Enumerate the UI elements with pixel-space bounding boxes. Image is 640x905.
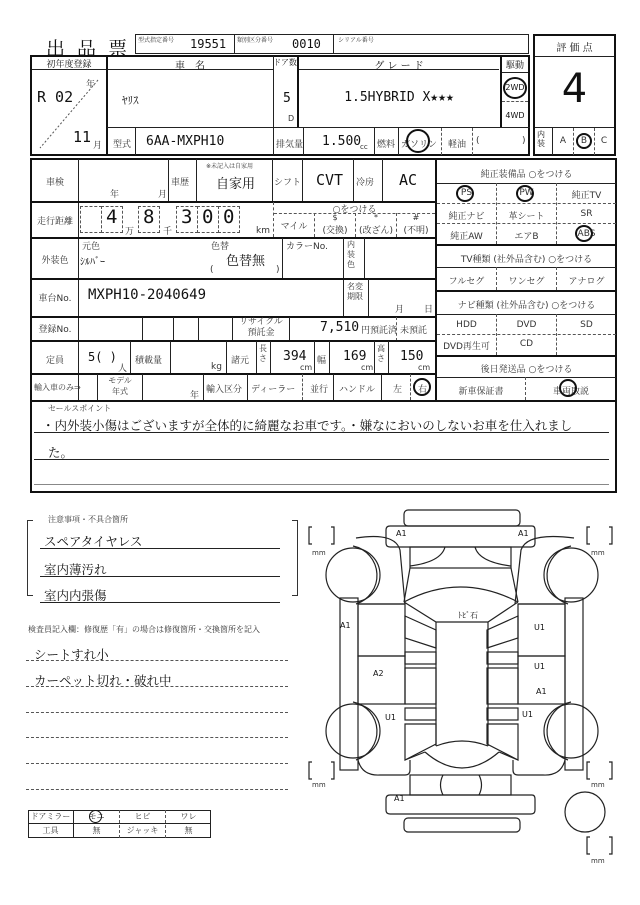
displacement-value: 1.500 bbox=[322, 134, 362, 149]
acc-break-label: ワレ bbox=[180, 812, 197, 821]
mark-right-rear-door-lower: A1 bbox=[536, 687, 547, 696]
acc-tools-label: 工具 bbox=[42, 826, 59, 835]
genuine-navi[interactable]: 純正ナビ bbox=[448, 212, 485, 222]
chassis-value: MXPH10-2040649 bbox=[88, 287, 207, 303]
import-type-dealer[interactable]: ディーラー bbox=[251, 385, 296, 395]
fuel-other-close: ) bbox=[522, 136, 526, 146]
mark-left-rear-door: A2 bbox=[373, 669, 384, 678]
mileage-note: ○をつける bbox=[332, 205, 377, 215]
note-item-1: スペアタイヤレス bbox=[44, 534, 143, 549]
mark-left-rear-fender: U1 bbox=[385, 713, 396, 722]
model-value: 6AA-MXPH10 bbox=[146, 134, 225, 149]
height-value: 150 bbox=[400, 349, 424, 364]
model-year-unit: 年 bbox=[190, 391, 200, 401]
tv-analog[interactable]: アナログ bbox=[568, 277, 605, 287]
later-warranty[interactable]: 新車保証書 bbox=[458, 387, 504, 397]
car-name-value: ﾔﾘｽ bbox=[122, 94, 139, 107]
dims-label: 諸元 bbox=[231, 356, 250, 366]
shift-value: CVT bbox=[316, 171, 344, 189]
mileage-unit-km: km bbox=[256, 226, 270, 236]
name-change-month: 月 bbox=[395, 305, 405, 315]
handle-selected-circle bbox=[413, 378, 431, 396]
year-unit: 年 bbox=[86, 80, 96, 90]
interior-color-label: 内 装 色 bbox=[347, 240, 355, 269]
mileage-digit-box-1 bbox=[80, 206, 102, 233]
load-unit: kg bbox=[211, 362, 222, 372]
navi-title: ナビ種類 (社外品含む) ○をつける bbox=[457, 301, 596, 311]
later-title: 後日発送品 ○をつける bbox=[480, 365, 573, 375]
import-type-parallel[interactable]: 並行 bbox=[310, 385, 329, 395]
import-type-label: 輸入区分 bbox=[206, 385, 243, 395]
repaint-label: 色替 bbox=[211, 242, 230, 252]
mileage-digit-1000: 8 bbox=[143, 206, 155, 228]
height-unit: cm bbox=[418, 363, 431, 372]
category-label: 類別区分番号 bbox=[237, 37, 274, 44]
mileage-flag-unknown-sym: # bbox=[412, 213, 420, 222]
mark-right-rear-door-upper: U1 bbox=[534, 662, 545, 671]
mileage-unit-sen: 千 bbox=[163, 227, 173, 237]
navi-dvd-playback[interactable]: DVD再生可 bbox=[443, 342, 490, 352]
mileage-flag-tamper[interactable]: (改ざん) bbox=[358, 226, 394, 236]
fuel-other-open: ( bbox=[476, 136, 480, 146]
score-label: 評 価 点 bbox=[556, 43, 593, 54]
length-label: 長 さ bbox=[259, 344, 267, 363]
shift-label: シフト bbox=[274, 178, 302, 188]
inspection-month-unit: 月 bbox=[158, 190, 168, 200]
inspector-item-1: シートすれ小 bbox=[34, 647, 109, 662]
inspector-label: 検査員記入欄：修復歴「有」の場合は修復箇所・交換箇所を記入 bbox=[28, 625, 260, 634]
mileage-flag-exchange-sym: $ bbox=[332, 213, 338, 222]
displacement-unit: cc bbox=[360, 143, 368, 151]
mark-front-bumper-right: A1 bbox=[518, 529, 529, 538]
genuine-pw-circle bbox=[516, 185, 534, 202]
genuine-ps-circle bbox=[456, 185, 474, 202]
fuel-selected-circle bbox=[406, 129, 430, 153]
doors-label: ドア数 bbox=[273, 58, 297, 67]
navi-hdd[interactable]: HDD bbox=[456, 320, 477, 330]
mark-right-rear-fender: U1 bbox=[522, 710, 533, 719]
genuine-pw[interactable]: PW bbox=[519, 188, 534, 198]
drive-option-4wd[interactable]: 4WD bbox=[505, 111, 525, 120]
mileage-flag-exchange[interactable]: (交換) bbox=[322, 226, 348, 236]
mark-right-front-fender: U1 bbox=[534, 623, 545, 632]
history-label: 車歴 bbox=[171, 178, 190, 188]
later-manual[interactable]: 車両取説 bbox=[552, 387, 589, 397]
tire-fr-unit: mm bbox=[591, 549, 605, 557]
capacity-label: 定員 bbox=[45, 356, 64, 366]
drive-option-2wd[interactable]: 2WD bbox=[505, 83, 525, 92]
navi-sd[interactable]: SD bbox=[580, 320, 593, 330]
mileage-digit-1: 0 bbox=[223, 206, 235, 228]
reg-label: 登録No. bbox=[38, 325, 72, 335]
type-designation-value: 19551 bbox=[190, 37, 227, 51]
type-designation-label: 型式指定番号 bbox=[138, 37, 175, 44]
repaint-value: 色替無 bbox=[226, 254, 266, 269]
repaint-paren-close: ) bbox=[276, 265, 280, 275]
recycle-label: リサイクル 預託金 bbox=[239, 317, 283, 338]
model-year-label: モデル 年式 bbox=[108, 376, 132, 396]
recycle-amount: 7,510 bbox=[320, 320, 360, 335]
grade-label: グ レ ー ド bbox=[374, 61, 424, 72]
note-item-3: 室内内張傷 bbox=[44, 588, 107, 603]
acc-tools-value: 無 bbox=[92, 826, 101, 835]
tire-rr-unit: mm bbox=[591, 781, 605, 789]
genuine-ps[interactable]: PS bbox=[460, 188, 473, 198]
load-label: 積載量 bbox=[135, 356, 163, 366]
width-unit: cm bbox=[361, 363, 374, 372]
name-change-day: 日 bbox=[424, 305, 434, 315]
serial-label: シリアル番号 bbox=[338, 37, 374, 44]
acc-jack-label: ジャッキ bbox=[126, 826, 159, 835]
navi-dvd[interactable]: DVD bbox=[516, 320, 537, 330]
history-value: 自家用 bbox=[216, 177, 256, 192]
chassis-label: 車台No. bbox=[38, 294, 72, 304]
sales-point-line2: た。 bbox=[48, 445, 74, 460]
recycle-status[interactable]: 円預託済 bbox=[361, 326, 398, 336]
doors-unit: D bbox=[288, 114, 295, 123]
acc-jack-value: 無 bbox=[184, 826, 193, 835]
interior-option-a[interactable]: A bbox=[559, 136, 567, 146]
interior-option-c[interactable]: C bbox=[600, 136, 608, 146]
mileage-digit-100: 3 bbox=[181, 206, 193, 228]
model-label: 型式 bbox=[113, 140, 132, 150]
car-damage-diagram bbox=[300, 505, 630, 905]
handle-right[interactable]: 右 bbox=[418, 385, 428, 395]
genuine-tv[interactable]: 純正TV bbox=[571, 191, 602, 201]
sales-point-line1: ・内外装小傷はございますが全体的に綺麗なお車です。・嫌なにおいのしないお車を仕入れまし bbox=[42, 418, 573, 433]
tv-title: TV種類 (社外品含む) ○をつける bbox=[460, 255, 593, 265]
repaint-paren-open: ( bbox=[210, 265, 214, 275]
sheet-title: 出 品 票 bbox=[46, 38, 131, 60]
recycle-unpaid[interactable]: 未預託 bbox=[400, 326, 428, 336]
handle-left[interactable]: 左 bbox=[393, 385, 403, 395]
name-change-label: 名変 期限 bbox=[347, 282, 363, 301]
tire-spare-unit: mm bbox=[591, 857, 605, 865]
month-unit: 月 bbox=[93, 141, 103, 151]
interior-selected-circle bbox=[576, 133, 592, 149]
color-no-label: カラーNo. bbox=[286, 242, 328, 252]
genuine-airbag[interactable]: エアB bbox=[514, 232, 539, 242]
displacement-label: 排気量 bbox=[276, 140, 304, 150]
fuel-option-gasoline[interactable]: ガソリン bbox=[401, 140, 438, 150]
category-value: 0010 bbox=[292, 37, 321, 51]
later-manual-circle bbox=[559, 379, 577, 397]
navi-cd[interactable]: CD bbox=[519, 339, 534, 349]
drive-selected-circle bbox=[503, 77, 527, 99]
interior-label: 内 装 bbox=[537, 130, 545, 148]
mileage-digit-10000: 4 bbox=[106, 206, 118, 228]
handle-label: ハンドル bbox=[339, 385, 376, 395]
import-label: 輸入車のみ⇒ bbox=[34, 383, 81, 392]
capacity-value: 5( ) bbox=[88, 350, 117, 364]
mark-windshield: ﾄﾋﾞ石 bbox=[458, 611, 478, 620]
notes-bracket-left bbox=[27, 520, 33, 596]
car-name-label: 車 名 bbox=[175, 61, 205, 72]
ac-label: 冷房 bbox=[356, 178, 375, 188]
width-value: 169 bbox=[343, 349, 367, 364]
first-reg-month: 11 bbox=[73, 128, 92, 146]
genuine-abs[interactable]: ABS bbox=[577, 229, 596, 239]
notes-bracket-right bbox=[292, 520, 298, 596]
genuine-sr[interactable]: SR bbox=[580, 209, 593, 219]
acc-door-mirror-value[interactable]: モニ bbox=[88, 812, 105, 821]
capacity-unit: 人 bbox=[118, 364, 128, 374]
genuine-aw[interactable]: 純正AW bbox=[450, 232, 483, 242]
mark-front-bumper-left: A1 bbox=[396, 529, 407, 538]
length-unit: cm bbox=[300, 363, 313, 372]
fuel-label: 燃料 bbox=[377, 140, 396, 150]
doors-value: 5 bbox=[283, 91, 291, 106]
first-reg-year: R 02 bbox=[37, 88, 74, 106]
mileage-label: 走行距離 bbox=[36, 217, 73, 227]
mileage-flag-mile[interactable]: マイル bbox=[280, 222, 308, 232]
notes-label: 注意事項・不具合箇所 bbox=[48, 515, 128, 524]
length-value: 394 bbox=[283, 349, 307, 364]
genuine-leather-seat[interactable]: 革シート bbox=[508, 212, 545, 222]
inspector-item-2: カーペット切れ・破れ中 bbox=[34, 673, 172, 688]
history-note: ※未記入は自家用 bbox=[206, 163, 254, 170]
tv-oneseg[interactable]: ワンセグ bbox=[508, 277, 545, 287]
mileage-unit-man: 万 bbox=[125, 227, 135, 237]
mileage-flag-unknown[interactable]: (不明) bbox=[403, 226, 429, 236]
color-label: 外装色 bbox=[41, 256, 69, 266]
ac-value: AC bbox=[399, 171, 418, 189]
orig-color-value: ｼﾙﾊﾞｰ bbox=[80, 257, 105, 268]
height-label: 高 さ bbox=[377, 344, 385, 363]
orig-color-label: 元色 bbox=[82, 242, 101, 252]
score-value: 4 bbox=[561, 66, 588, 112]
acc-crack-label: ヒビ bbox=[134, 812, 151, 821]
mileage-flag-tamper-sym: * bbox=[374, 213, 378, 222]
tire-fl-unit: mm bbox=[312, 549, 326, 557]
sales-point-label: セールスポイント bbox=[48, 404, 112, 413]
inspection-label: 車検 bbox=[45, 178, 64, 188]
drive-label: 駆動 bbox=[505, 61, 524, 71]
interior-option-b[interactable]: B bbox=[580, 136, 588, 146]
acc-door-mirror-circle bbox=[89, 810, 102, 823]
width-label: 幅 bbox=[317, 356, 327, 366]
grade-value: 1.5HYBRID X★★★ bbox=[344, 90, 454, 105]
genuine-abs-circle bbox=[575, 225, 593, 242]
acc-door-mirror-label: ドアミラー bbox=[30, 812, 71, 821]
genuine-title: 純正装備品 ○をつける bbox=[480, 170, 573, 180]
inspection-year-unit: 年 bbox=[110, 190, 120, 200]
mark-rear-bumper: A1 bbox=[394, 794, 405, 803]
note-item-2: 室内薄汚れ bbox=[44, 562, 107, 577]
mark-left-front-fender: A1 bbox=[340, 621, 351, 630]
fuel-option-diesel[interactable]: 軽油 bbox=[448, 140, 467, 150]
tv-fullseg[interactable]: フルセグ bbox=[448, 277, 485, 287]
mileage-digit-10: 0 bbox=[202, 206, 214, 228]
first-reg-label: 初年度登録 bbox=[46, 60, 92, 70]
tire-rl-unit: mm bbox=[312, 781, 326, 789]
